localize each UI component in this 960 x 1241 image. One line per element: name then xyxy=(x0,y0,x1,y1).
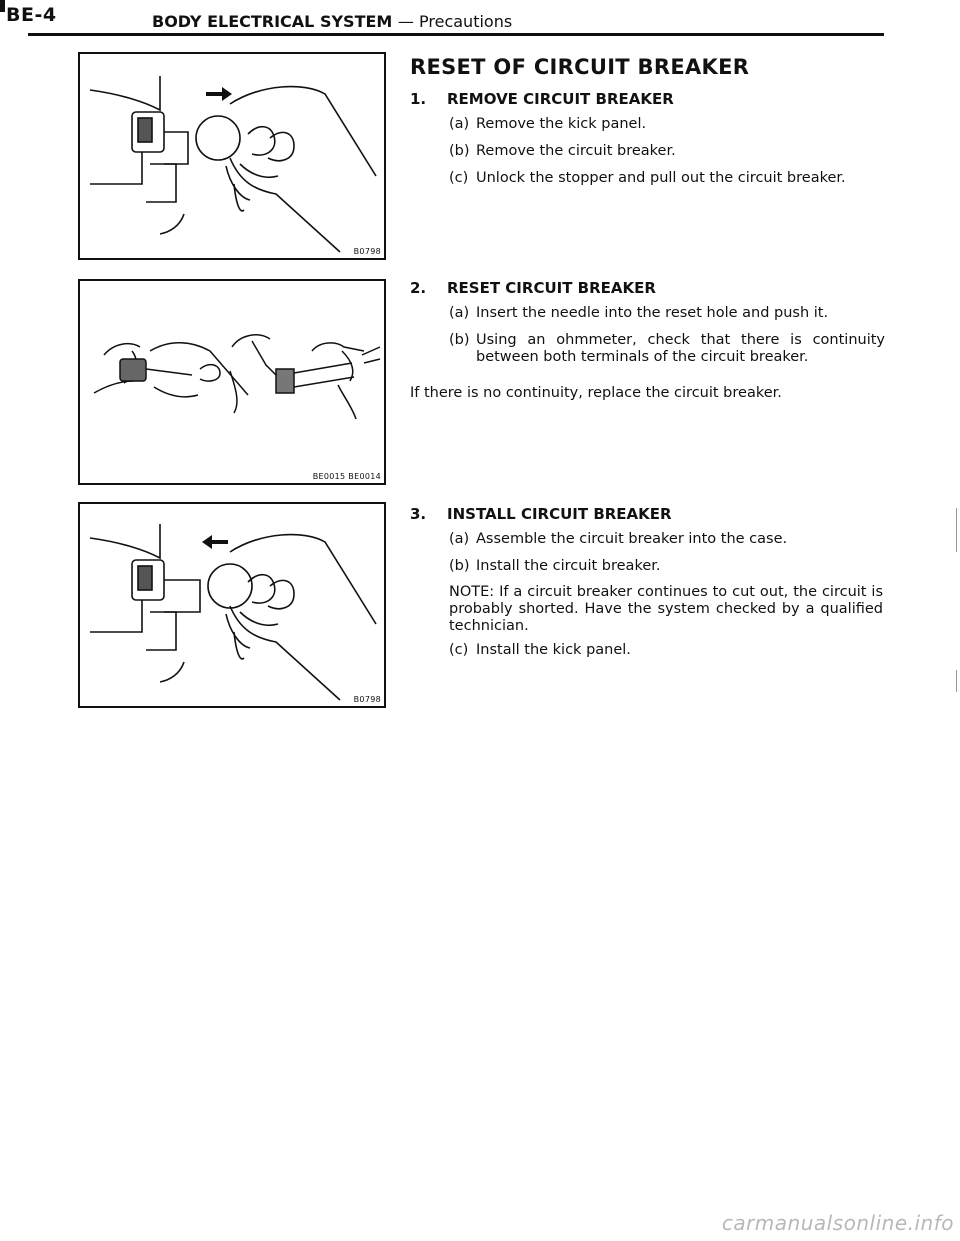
header-title-sub: — Precautions xyxy=(397,12,513,31)
item-label: (a) xyxy=(449,116,470,132)
step-number: 1. xyxy=(410,90,427,108)
header-rule xyxy=(28,33,884,36)
step-1-heading xyxy=(410,90,674,108)
page-number: BE-4 xyxy=(6,4,57,26)
step-2-note: If there is no continuity, replace the circuit breaker. xyxy=(410,385,782,401)
step-2-heading xyxy=(410,279,656,297)
step-number: 3. xyxy=(410,505,427,523)
item-text: Using an ohmmeter, check that there is continuity between both terminals of the circuit breaker. xyxy=(476,332,885,365)
reset-breaker-illustration xyxy=(80,281,384,483)
arrow-left-icon xyxy=(202,535,228,549)
step-3-note: NOTE: If a circuit breaker continues to cut out, the circuit is probably shorted. Have the system checked by a qualified technician. xyxy=(449,584,883,634)
step-2-item-a xyxy=(449,305,885,322)
watermark: carmanualsonline.info xyxy=(721,1211,954,1235)
step-1-item-a xyxy=(449,116,885,133)
step-3-heading xyxy=(410,505,672,523)
figure-code: B0798 xyxy=(353,695,381,704)
figure-code: B0798 xyxy=(353,247,381,256)
item-label: (b) xyxy=(449,332,470,348)
item-label: (a) xyxy=(449,531,470,547)
item-text: Assemble the circuit breaker into the case. xyxy=(476,531,788,547)
item-text: Install the circuit breaker. xyxy=(476,558,661,574)
install-breaker-illustration xyxy=(80,504,384,706)
step-3-item-c xyxy=(449,642,885,659)
step-2-item-b xyxy=(449,332,885,366)
margin-mark xyxy=(956,508,957,552)
margin-mark xyxy=(956,670,957,692)
item-text: Install the kick panel. xyxy=(476,642,631,658)
corner-mark xyxy=(0,0,5,12)
item-label: (b) xyxy=(449,143,470,159)
figure-reset-breaker xyxy=(78,279,386,485)
step-number: 2. xyxy=(410,279,427,297)
item-label: (a) xyxy=(449,305,470,321)
remove-breaker-illustration xyxy=(80,54,384,258)
item-label: (c) xyxy=(449,642,469,658)
item-text: Remove the kick panel. xyxy=(476,116,647,132)
step-3-item-b xyxy=(449,558,885,575)
figure-install-breaker xyxy=(78,502,386,708)
header-title xyxy=(152,12,512,31)
item-label: (b) xyxy=(449,558,470,574)
step-1-item-c xyxy=(449,170,885,187)
arrow-right-icon xyxy=(206,87,232,101)
step-title: RESET CIRCUIT BREAKER xyxy=(447,279,656,297)
step-title: REMOVE CIRCUIT BREAKER xyxy=(447,90,674,108)
figure-code: BE0015 BE0014 xyxy=(312,472,381,481)
section-title: RESET OF CIRCUIT BREAKER xyxy=(410,55,750,79)
step-title: INSTALL CIRCUIT BREAKER xyxy=(447,505,672,523)
figure-remove-breaker xyxy=(78,52,386,260)
step-1-item-b xyxy=(449,143,885,160)
header-title-main: BODY ELECTRICAL SYSTEM xyxy=(152,12,393,31)
item-label: (c) xyxy=(449,170,469,186)
item-text: Remove the circuit breaker. xyxy=(476,143,676,159)
item-text: Unlock the stopper and pull out the circuit breaker. xyxy=(476,170,846,186)
item-text: Insert the needle into the reset hole and push it. xyxy=(476,305,829,321)
step-3-item-a xyxy=(449,531,885,548)
